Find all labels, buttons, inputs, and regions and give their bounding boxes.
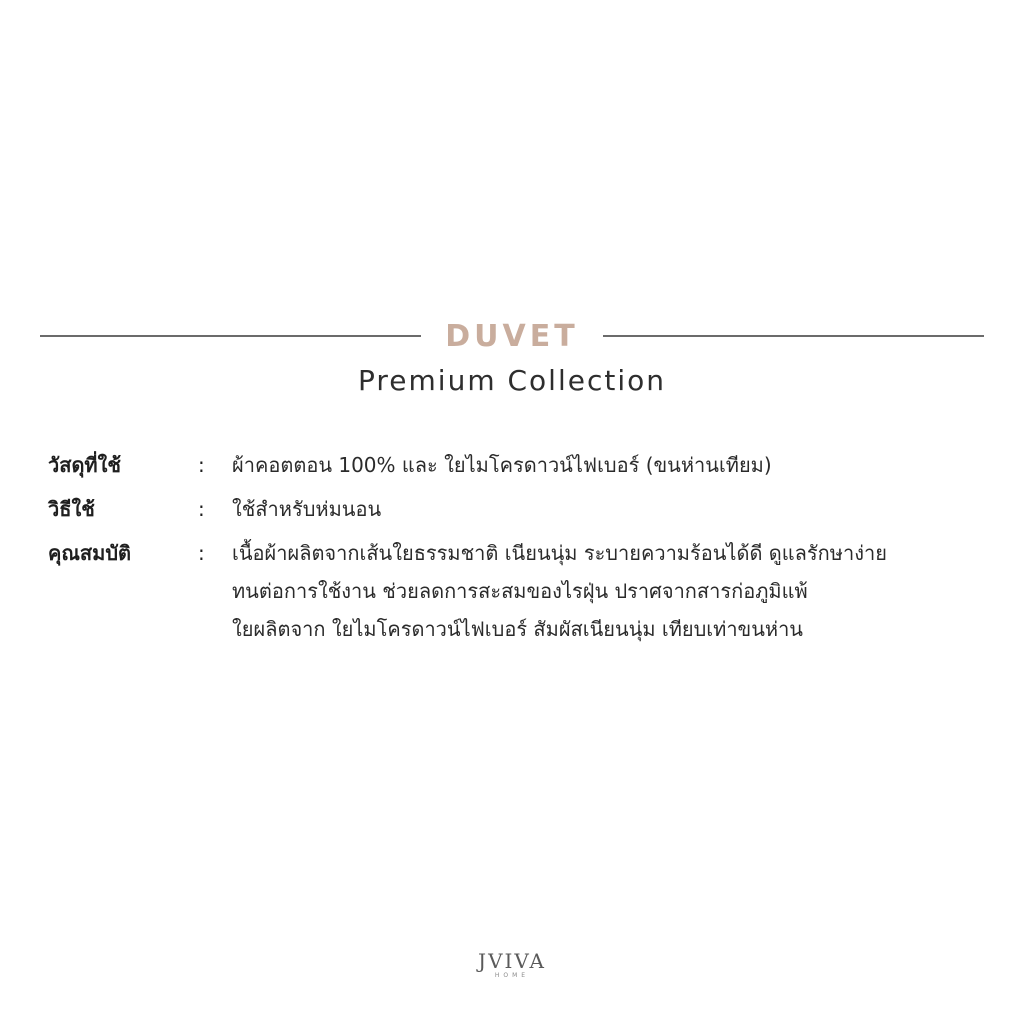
spec-colon: : [198, 453, 205, 477]
spec-value-line: ใช้สำหรับห่มนอน [232, 497, 382, 521]
spec-value-line: ทนต่อการใช้งาน ช่วยลดการสะสมของไรฝุ่น ปราศจากสารก่อภูมิแพ้ [232, 579, 808, 603]
spec-list [48, 446, 988, 654]
spec-values-usage [232, 490, 988, 528]
spec-value-line: เนื้อผ้าผลิตจากเส้นใยธรรมชาติ เนียนนุ่ม ระบายความร้อนได้ดี ดูแลรักษาง่าย [232, 541, 887, 565]
brand-logo [0, 950, 1024, 980]
spec-values-material [232, 446, 988, 484]
spec-row-material [48, 446, 988, 484]
right-divider-line [603, 335, 984, 337]
left-divider-line [40, 335, 421, 337]
spec-value-line: ผ้าคอตตอน 100% และ ใยไมโครดาวน์ไฟเบอร์ (ขนห่านเทียม) [232, 453, 772, 477]
title-row [40, 318, 984, 354]
page-subtitle: Premium Collection [358, 364, 666, 397]
spec-label-properties: คุณสมบัติ [48, 541, 132, 565]
spec-value-line: ใยผลิตจาก ใยไมโครดาวน์ไฟเบอร์ สัมผัสเนียนนุ่ม เทียบเท่าขนห่าน [232, 617, 803, 641]
brand-tagline: HOME [494, 972, 530, 979]
page-title: DUVET [445, 318, 579, 354]
spec-values-properties [232, 534, 988, 648]
spec-label-material: วัสดุที่ใช้ [48, 453, 121, 477]
spec-colon: : [198, 541, 205, 565]
spec-colon: : [198, 497, 205, 521]
spec-row-usage [48, 490, 988, 528]
spec-row-properties [48, 534, 988, 648]
brand-name: JVIVA [478, 949, 546, 973]
spec-label-usage: วิธีใช้ [48, 497, 95, 521]
